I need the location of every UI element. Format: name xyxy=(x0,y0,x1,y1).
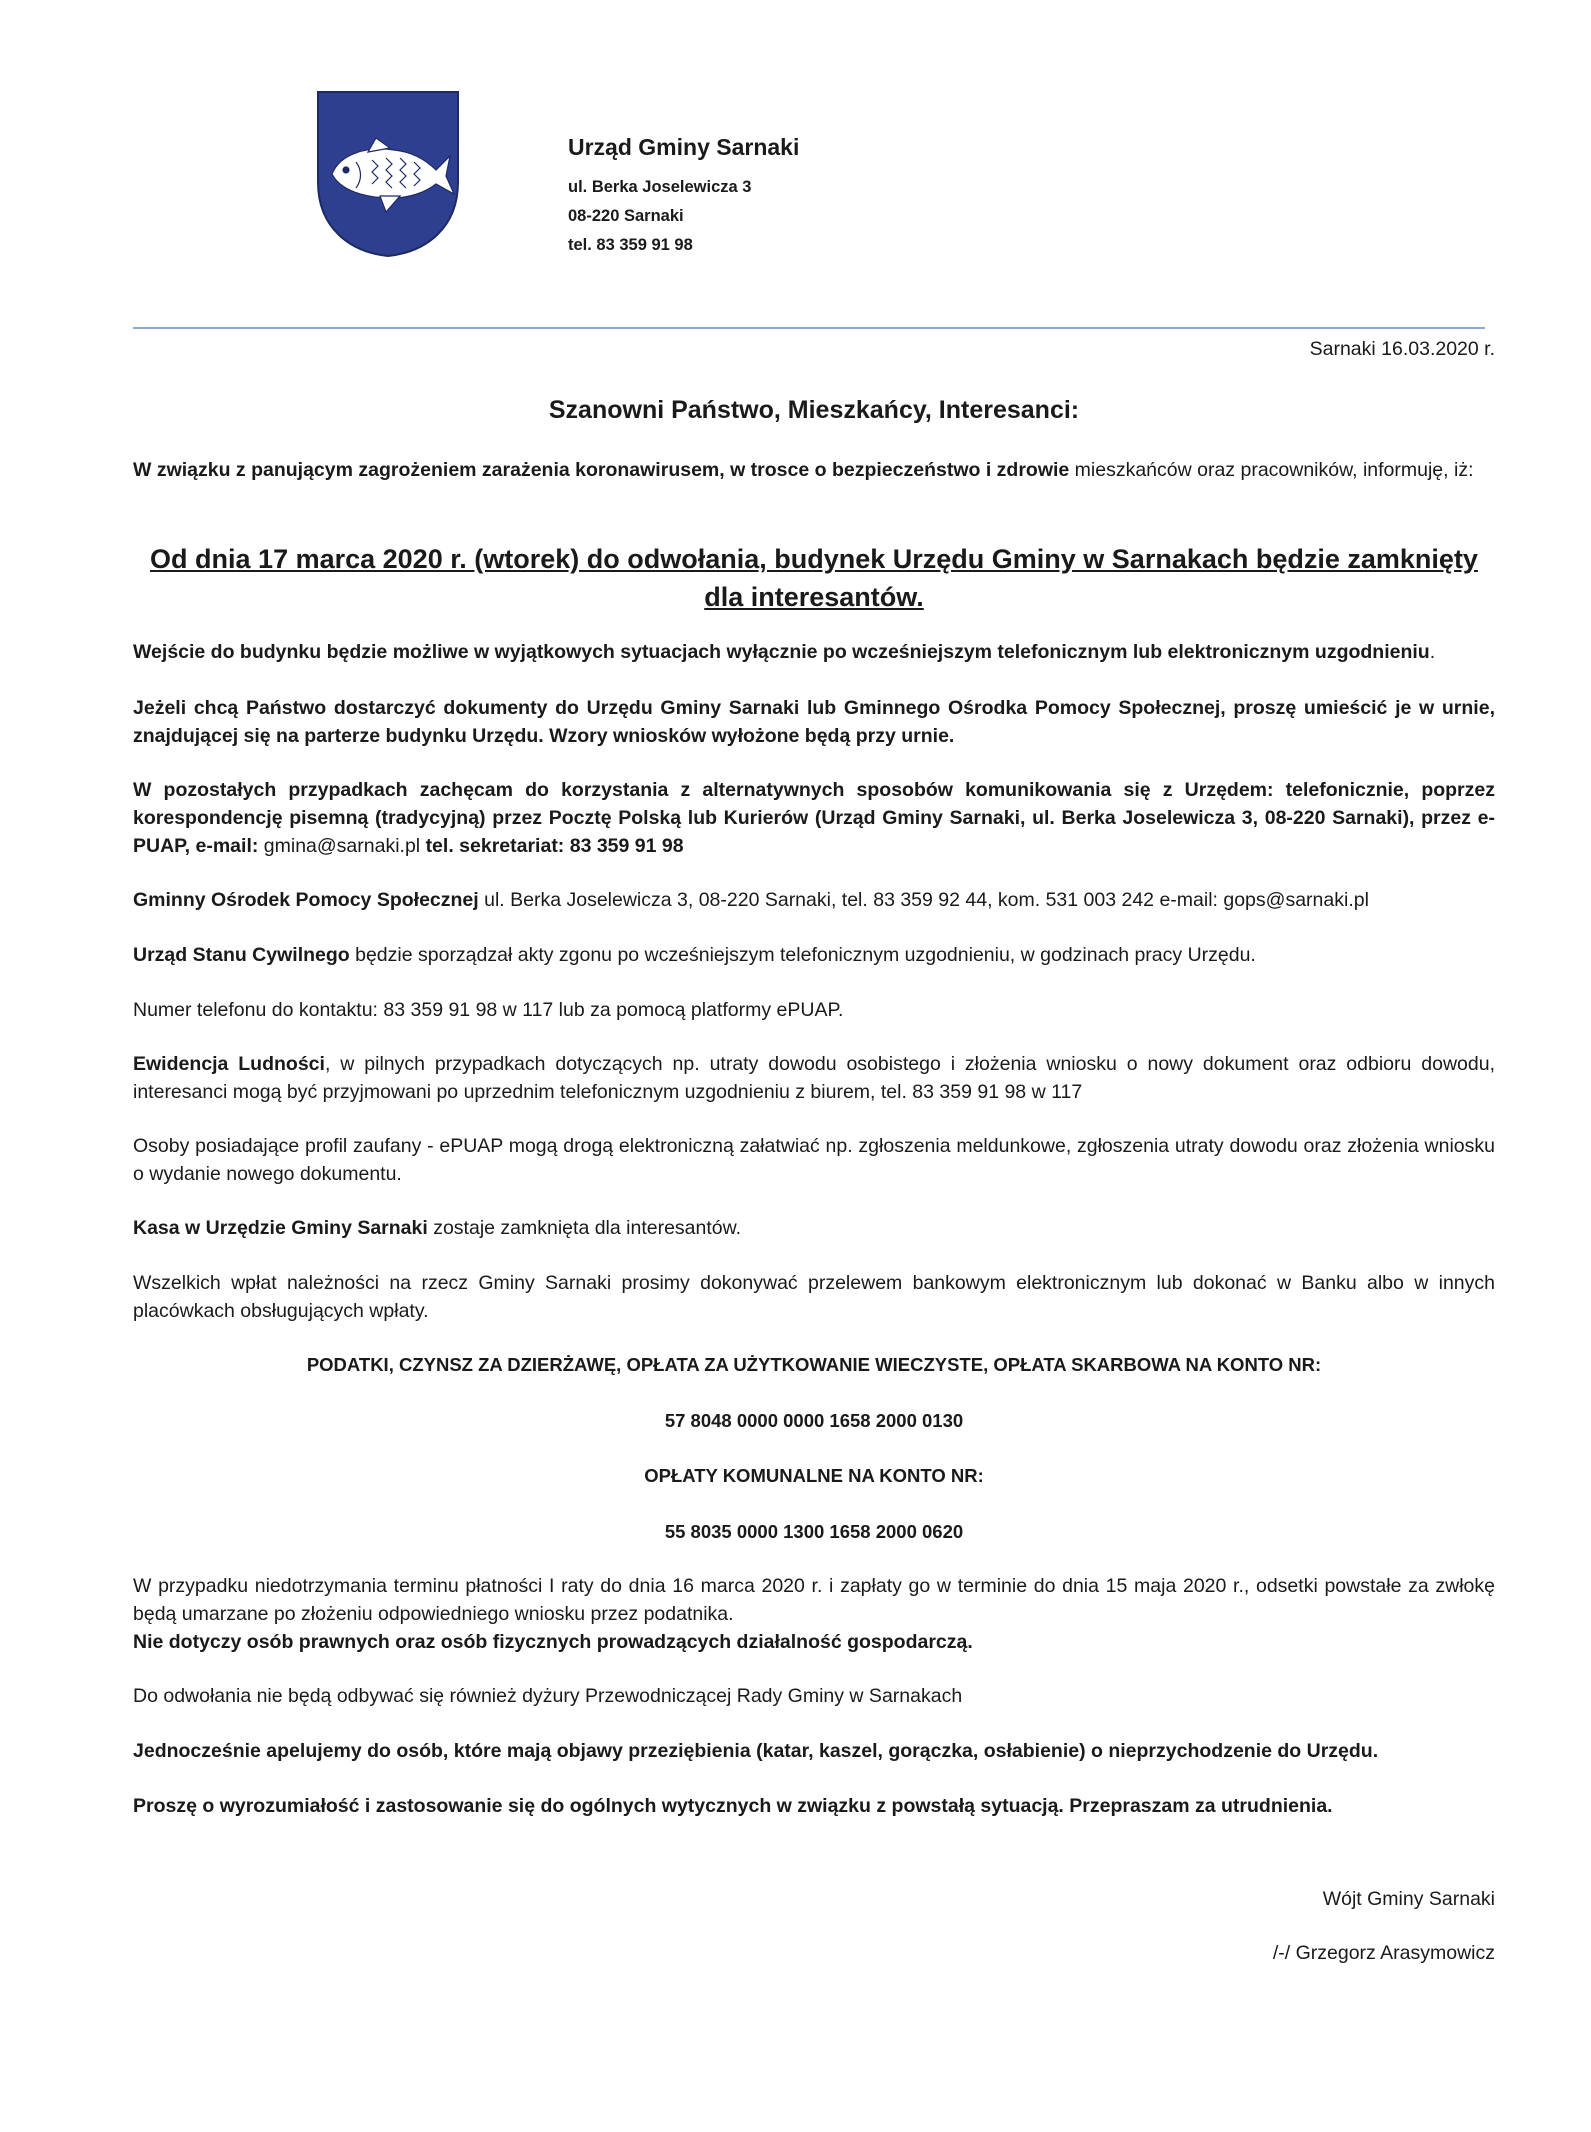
salutation: Szanowni Państwo, Mieszkańcy, Interesanci: xyxy=(548,396,1080,424)
closing-paragraph: Proszę o wyrozumiałość i zastosowanie się do ogólnych wytycznych w związku z powstałą sytuacją. Przepraszam za utrudnienia. xyxy=(133,1795,1333,1817)
office-phone: tel. 83 359 91 98 xyxy=(568,236,693,254)
kasa-paragraph xyxy=(133,1214,1495,1242)
header-divider xyxy=(133,327,1485,329)
entry-bold: Wejście do budynku będzie możliwe w wyjątkowych sytuacjach wyłącznie po wcześniejszym telefonicznym lub elektronicznym uzgodnieniu xyxy=(133,641,1430,663)
contact-email: gmina@sarnaki.pl xyxy=(258,835,426,857)
intro-normal: mieszkańców oraz pracowników, informuję, iż: xyxy=(1069,459,1474,481)
office-street: ul. Berka Joselewicza 3 xyxy=(568,178,752,196)
installment-bold: Nie dotyczy osób prawnych oraz osób fizycznych prowadzących działalność gospodarczą. xyxy=(133,1631,973,1653)
ewidencja-paragraph xyxy=(133,1050,1495,1106)
gops-bold: Gminny Ośrodek Pomocy Społecznej xyxy=(133,889,479,911)
usc-bold: Urząd Stanu Cywilnego xyxy=(133,944,350,966)
usc-paragraph xyxy=(133,941,1495,969)
contact-phone: tel. sekretariat: 83 359 91 98 xyxy=(425,835,684,857)
municipal-crest-logo xyxy=(316,90,460,258)
payments-paragraph: Wszelkich wpłat należności na rzecz Gminy Sarnaki prosimy dokonywać przelewem bankowym elektronicznym lub dokonać w Banku albo w innych placówkach obsługujących wpłaty. xyxy=(133,1272,1495,1322)
duty-hours-paragraph: Do odwołania nie będą odbywać się również dyżury Przewodniczącej Rady Gminy w Sarnakach xyxy=(133,1685,963,1707)
contact-paragraph xyxy=(133,776,1495,860)
symptoms-paragraph: Jednocześnie apelujemy do osób, które mają objawy przeziębienia (katar, kaszel, gorączka, osłabienie) o nieprzychodzenie do Urzędu. xyxy=(133,1740,1379,1762)
taxes-account-label: PODATKI, CZYNSZ ZA DZIERŻAWĘ, OPŁATA ZA UŻYTKOWANIE WIECZYSTE, OPŁATA SKARBOWA NA KONTO NR: xyxy=(306,1354,1322,1375)
communal-account-label: OPŁATY KOMUNALNE NA KONTO NR: xyxy=(644,1465,984,1486)
kasa-normal: zostaje zamknięta dla interesantów. xyxy=(427,1217,742,1239)
contact-bold: W pozostałych przypadkach zachęcam do korzystania z alternatywnych sposobów komunikowania się z Urzędem: telefonicznie, poprzez korespondencję pisemną (tradycyjną) przez Pocztę Polską lub Kurierów (Urząd Gminy Sarnaki, ul. Berka Joselewicza 3, 08-220 Sarnaki), przez e-PUAP, e-mail: xyxy=(133,779,1495,857)
ewidencja-normal: , w pilnych przypadkach dotyczących np. utraty dowodu osobistego i złożenia wniosku o nowy dokument oraz odbioru dowodu, interesanci mogą być przyjmowani po uprzednim telefonicznym uzgodnieniu z biurem, tel. 83 359 91 98 w 117 xyxy=(133,1053,1495,1103)
usc-normal: będzie sporządzał akty zgonu po wcześniejszym telefonicznym uzgodnieniu, w godzinach pracy Urzędu. xyxy=(349,944,1256,966)
ewidencja-bold: Ewidencja Ludności xyxy=(133,1053,325,1075)
office-name: Urząd Gminy Sarnaki xyxy=(568,134,800,160)
installment-paragraph xyxy=(133,1572,1495,1656)
documents-paragraph: Jeżeli chcą Państwo dostarczyć dokumenty do Urzędu Gminy Sarnaki lub Gminnego Ośrodka Pomocy Społecznej, proszę umieścić je w urnie, znajdującej się na parterze budynku Urzędu. Wzory wniosków wyłożone będą przy urnie. xyxy=(133,697,1495,747)
intro-bold: W związku z panującym zagrożeniem zarażenia koronawirusem, w trosce o bezpieczeństwo i zdrowie xyxy=(133,459,1070,481)
closure-headline: Od dnia 17 marca 2020 r. (wtorek) do odwołania, budynek Urzędu Gminy w Sarnakach będzie zamknięty dla interesantów. xyxy=(150,544,1478,612)
fish-crest-icon xyxy=(316,90,460,258)
office-postal: 08-220 Sarnaki xyxy=(568,207,684,225)
signature-title: Wójt Gminy Sarnaki xyxy=(1322,1888,1495,1910)
date-line: Sarnaki 16.03.2020 r. xyxy=(1309,338,1495,360)
letterhead xyxy=(568,134,799,260)
gops-paragraph xyxy=(133,886,1495,914)
communal-account-number: 55 8035 0000 1300 1658 2000 0620 xyxy=(664,1521,964,1542)
gops-normal: ul. Berka Joselewicza 3, 08-220 Sarnaki, tel. 83 359 92 44, kom. 531 003 242 e-mail: gops@sarnaki.pl xyxy=(478,889,1369,911)
entry-normal: . xyxy=(1429,641,1436,663)
signature-name: /-/ Grzegorz Arasymowicz xyxy=(1272,1942,1495,1964)
installment-normal: W przypadku niedotrzymania terminu płatności I raty do dnia 16 marca 2020 r. i zapłaty go w terminie do dnia 15 maja 2020 r., odsetki powstałe za zwłokę będą umarzane po złożeniu odpowiedniego wniosku przez podatnika. xyxy=(133,1575,1495,1625)
entry-paragraph xyxy=(133,638,1495,666)
epuap-paragraph: Osoby posiadające profil zaufany - ePUAP mogą drogą elektroniczną załatwiać np. zgłoszenia meldunkowe, zgłoszenia utraty dowodu oraz złożenia wniosku o wydanie nowego dokumentu. xyxy=(133,1135,1495,1185)
intro-paragraph xyxy=(133,456,1495,484)
kasa-bold: Kasa w Urzędzie Gminy Sarnaki xyxy=(133,1217,428,1239)
usc-phone-paragraph: Numer telefonu do kontaktu: 83 359 91 98 w 117 lub za pomocą platformy ePUAP. xyxy=(133,999,844,1021)
taxes-account-number: 57 8048 0000 0000 1658 2000 0130 xyxy=(664,1410,964,1431)
